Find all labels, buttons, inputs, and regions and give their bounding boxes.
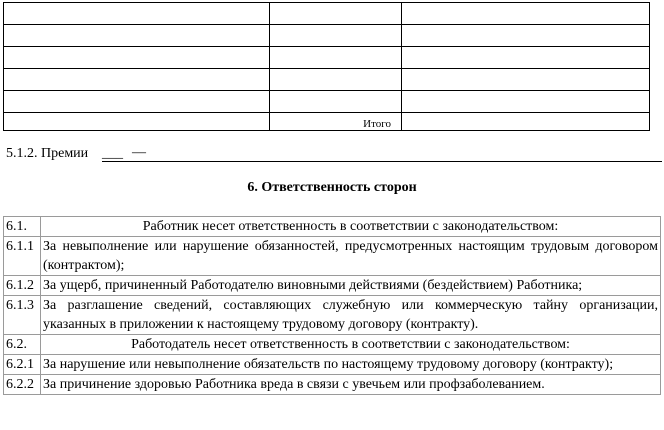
table-cell <box>402 91 650 113</box>
section-title: 6. Ответственность сторон <box>247 180 417 195</box>
table-row <box>4 69 650 91</box>
responsibility-table <box>3 216 661 395</box>
table-row <box>4 375 661 395</box>
table-row <box>4 217 661 237</box>
table-cell <box>402 25 650 47</box>
clause-number: 6.1. <box>4 217 41 237</box>
payment-table <box>3 2 650 131</box>
total-row <box>4 113 650 131</box>
premium-line <box>6 146 662 162</box>
table-cell <box>402 3 650 25</box>
table-row <box>4 47 650 69</box>
table-row <box>4 91 650 113</box>
clause-number: 6.2.1 <box>4 355 41 375</box>
table-row <box>4 355 661 375</box>
table-cell <box>402 47 650 69</box>
table-cell <box>4 113 270 131</box>
table-row <box>4 335 661 355</box>
table-cell <box>402 69 650 91</box>
table-row <box>4 25 650 47</box>
clause-number: 6.2.2 <box>4 375 41 395</box>
clause-number: 6.1.3 <box>4 296 41 335</box>
clause-text: За нарушение или невыполнение обязательств по настоящему трудовому договору (контракту); <box>41 355 661 375</box>
table-cell <box>270 91 402 113</box>
clause-text: За невыполнение или нарушение обязанностей, предусмотренных настоящим трудовым договором (контрактом); <box>41 237 661 276</box>
table-cell <box>270 25 402 47</box>
clause-text: За разглашение сведений, составляющих служебную или коммерческую тайну организации, указанных в приложении к настоящему трудовому договору (контракту). <box>41 296 661 335</box>
total-label: Итого <box>270 113 402 131</box>
premium-blank: ___ <box>102 146 123 161</box>
table-cell <box>270 47 402 69</box>
table-row <box>4 237 661 276</box>
table-row <box>4 296 661 335</box>
clause-number: 6.1.2 <box>4 276 41 296</box>
clause-text: За причинение здоровью Работника вреда в связи с увечьем или профзаболеванием. <box>41 375 661 395</box>
table-cell <box>4 3 270 25</box>
table-cell <box>270 3 402 25</box>
premium-label: 5.1.2. Премии <box>6 146 89 161</box>
total-value-cell <box>402 113 650 131</box>
premium-dash: — <box>132 145 146 160</box>
table-cell <box>4 69 270 91</box>
table-cell <box>270 69 402 91</box>
clause-text: Работодатель несет ответственность в соответствии с законодательством: <box>41 335 661 355</box>
table-cell <box>4 91 270 113</box>
clause-text: Работник несет ответственность в соответствии с законодательством: <box>41 217 661 237</box>
clause-number: 6.2. <box>4 335 41 355</box>
table-cell <box>4 25 270 47</box>
table-cell <box>4 47 270 69</box>
premium-underline <box>102 161 662 162</box>
table-row <box>4 3 650 25</box>
clause-text: За ущерб, причиненный Работодателю виновными действиями (бездействием) Работника; <box>41 276 661 296</box>
table-row <box>4 276 661 296</box>
clause-number: 6.1.1 <box>4 237 41 276</box>
